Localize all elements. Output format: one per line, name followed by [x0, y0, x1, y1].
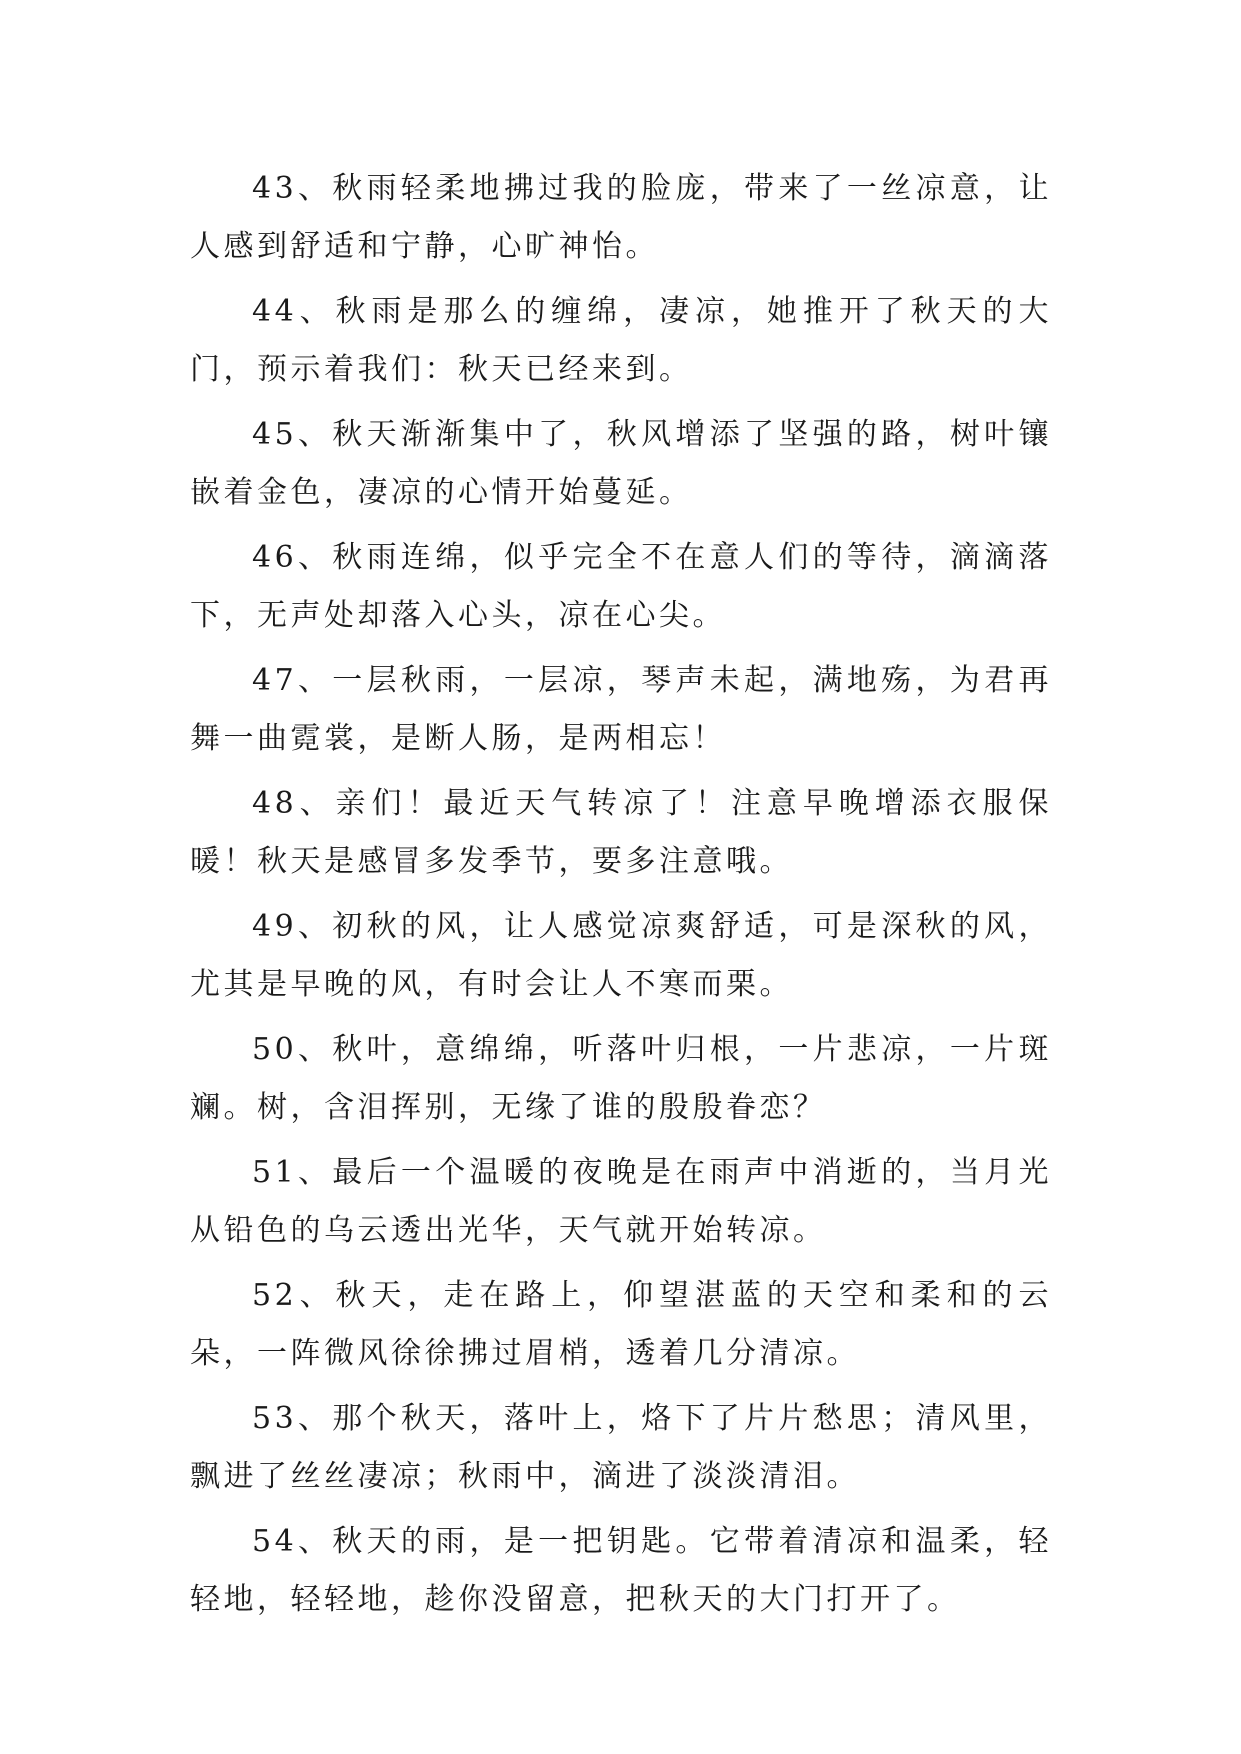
paragraph-50: 50、秋叶，意绵绵，听落叶归根，一片悲凉，一片斑斓。树，含泪挥别，无缘了谁的殷殷眷恋？ — [190, 1032, 1052, 1125]
paragraph-44: 44、秋雨是那么的缠绵，凄凉，她推开了秋天的大门，预示着我们：秋天已经来到。 — [190, 294, 1052, 387]
paragraph-47: 47、一层秋雨，一层凉，琴声未起，满地殇，为君再舞一曲霓裳，是断人肠，是两相忘！ — [190, 663, 1052, 756]
paragraph-52: 52、秋天，走在路上，仰望湛蓝的天空和柔和的云朵，一阵微风徐徐拂过眉梢，透着几分清凉。 — [190, 1278, 1052, 1371]
paragraph-54: 54、秋天的雨，是一把钥匙。它带着清凉和温柔，轻轻地，轻轻地，趁你没留意，把秋天的大门打开了。 — [190, 1524, 1052, 1617]
paragraph-48: 48、亲们！最近天气转凉了！注意早晚增添衣服保暖！秋天是感冒多发季节，要多注意哦。 — [190, 786, 1052, 879]
paragraph-49: 49、初秋的风，让人感觉凉爽舒适，可是深秋的风，尤其是早晚的风，有时会让人不寒而栗。 — [190, 909, 1052, 1002]
paragraph-51: 51、最后一个温暖的夜晚是在雨声中消逝的，当月光从铅色的乌云透出光华，天气就开始转凉。 — [190, 1155, 1052, 1248]
document-body — [190, 160, 1052, 1636]
paragraph-53: 53、那个秋天，落叶上，烙下了片片愁思；清风里，飘进了丝丝凄凉；秋雨中，滴进了淡淡清泪。 — [190, 1401, 1052, 1494]
paragraph-45: 45、秋天渐渐集中了，秋风增添了坚强的路，树叶镶嵌着金色，凄凉的心情开始蔓延。 — [190, 417, 1052, 510]
paragraph-46: 46、秋雨连绵，似乎完全不在意人们的等待，滴滴落下，无声处却落入心头，凉在心尖。 — [190, 540, 1052, 633]
paragraph-43: 43、秋雨轻柔地拂过我的脸庞，带来了一丝凉意，让人感到舒适和宁静，心旷神怡。 — [190, 171, 1052, 264]
